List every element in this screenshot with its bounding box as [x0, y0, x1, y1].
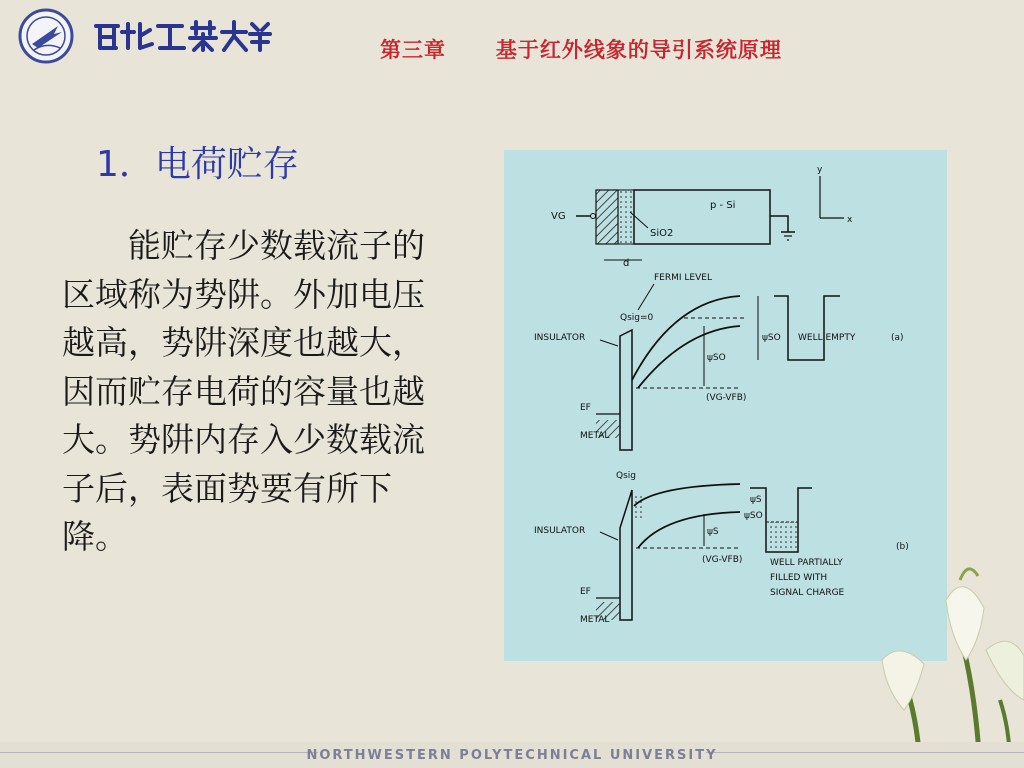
vg-vfb-label-a: (VG-VFB): [706, 393, 747, 403]
university-seal-logo: [18, 8, 74, 64]
section-title: 1．电荷贮存: [96, 144, 299, 185]
university-name-calligraphy: [92, 18, 272, 54]
y-axis-label: y: [817, 165, 823, 175]
ef-label-a: EF: [580, 403, 591, 413]
psi-so-label-a2: ψSO: [762, 333, 781, 343]
vg-label: VG: [551, 211, 566, 222]
footer-university-name: NORTHWESTERN POLYTECHNICAL UNIVERSITY: [306, 748, 718, 763]
diagram-a-label: (a): [891, 333, 904, 343]
insulator-label-a: INSULATOR: [534, 333, 586, 343]
qsig-label: Qsig: [616, 471, 636, 481]
psi-s-label-b2: ψS: [750, 495, 762, 505]
psi-s-label-b: ψS: [707, 527, 719, 537]
oxide-label: SiO2: [650, 228, 674, 239]
substrate-label: p - Si: [710, 200, 736, 211]
body-paragraph: 能贮存少数载流子的区域称为势阱。外加电压越高，势阱深度也越大，因而贮存电荷的容量也越大。势阱内存入少数载流子后，表面势要有所下降。: [62, 226, 425, 556]
vg-vfb-label-b: (VG-VFB): [702, 555, 743, 565]
thickness-label: d: [623, 258, 630, 269]
insulator-label-b: INSULATOR: [534, 526, 586, 536]
well-empty-label: WELL EMPTY: [798, 333, 856, 343]
psi-so-label-b: ψSO: [744, 511, 763, 521]
metal-label-a: METAL: [580, 431, 610, 441]
psi-so-label-a: ψSO: [707, 353, 726, 363]
qsig-zero-label: Qsig=0: [620, 313, 654, 323]
well-partially-label: WELL PARTIALLY: [770, 558, 843, 568]
band-diagram-a: [534, 273, 904, 450]
fermi-level-label: FERMI LEVEL: [654, 273, 712, 283]
signal-charge-label: SIGNAL CHARGE: [770, 588, 845, 598]
metal-label-b: METAL: [580, 615, 610, 625]
ef-label-b: EF: [580, 587, 591, 597]
mos-structure-diagram: [551, 165, 853, 269]
chapter-header: 第三章 基于红外线象的导引系统原理: [380, 38, 782, 62]
calla-lily-decoration: [860, 560, 1024, 768]
diagram-b-label: (b): [896, 542, 909, 552]
x-axis-label: x: [847, 215, 853, 225]
band-diagram-b: [534, 471, 909, 625]
filled-with-label: FILLED WITH: [770, 573, 828, 583]
